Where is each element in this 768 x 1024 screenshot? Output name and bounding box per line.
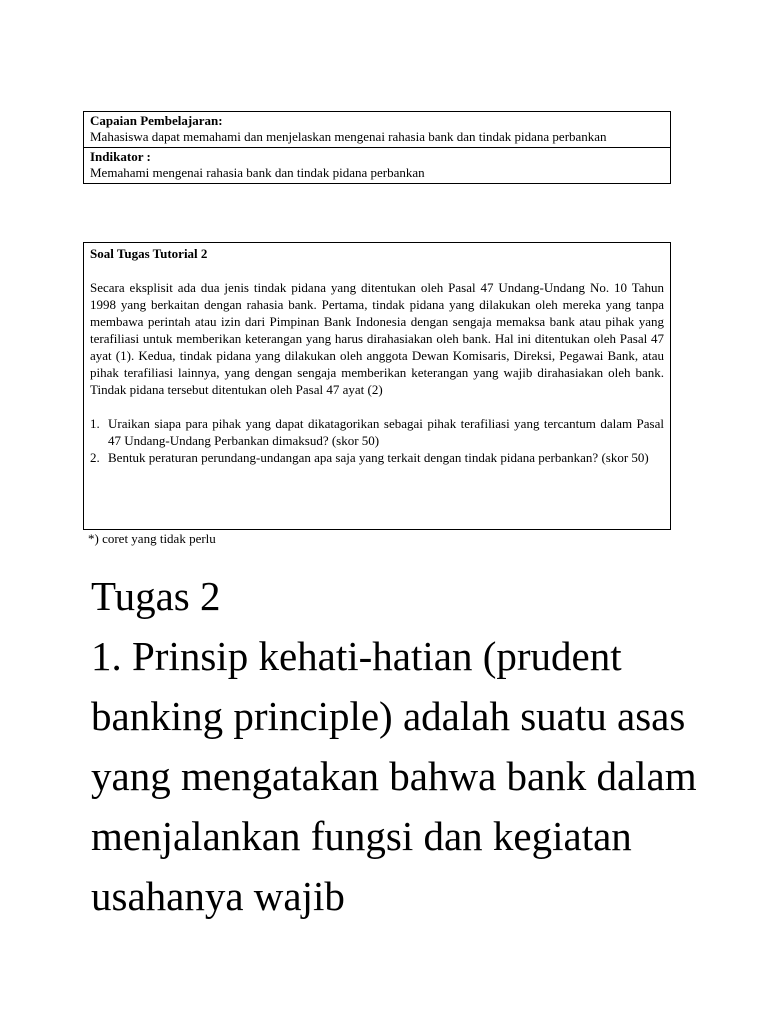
question-text: Uraikan siapa para pihak yang dapat dikatagorikan sebagai pihak terafiliasi yang tercantum dalam Pasal 47 Undang-Undang Perbankan dimaksud? (skor 50) (108, 416, 664, 448)
answer-heading: Tugas 2 (91, 573, 221, 619)
soal-paragraph: Secara eksplisit ada dua jenis tindak pidana yang ditentukan oleh Pasal 47 Undang-Undang No. 10 Tahun 1998 yang berkaitan dengan rahasia bank. Pertama, tindak pidana yang dilakukan oleh mereka yang tanpa membawa perintah atau izin dari Pimpinan Bank Indonesia dengan sengaja memaksa bank atau pihak yang terafiliasi untuk memberikan keterangan yang harus dirahasiakan oleh bank. Hal ini ditentukan oleh Pasal 47 ayat (1). Kedua, tindak pidana yang dilakukan oleh anggota Dewan Komisaris, Direksi, Pegawai Bank, atau pihak terafiliasi lainnya, yang dengan sengaja memberikan keterangan yang wajib dirahasiakan oleh bank. Tindak pidana tersebut ditentukan oleh Pasal 47 ayat (2) (90, 280, 664, 397)
capaian-cell (84, 112, 670, 147)
answer-section (91, 566, 701, 926)
list-item (90, 449, 664, 466)
learning-outcomes-table (83, 111, 671, 184)
answer-text: 1. Prinsip kehati-hatian (prudent banking principle) adalah suatu asas yang mengatakan bahwa bank dalam menjalankan fungsi dan kegiatan usahanya wajib (91, 633, 697, 919)
capaian-label: Capaian Pembelajaran: (90, 113, 223, 128)
indikator-label: Indikator : (90, 149, 151, 164)
footnote: *) coret yang tidak perlu (88, 531, 216, 546)
question-list (90, 415, 664, 466)
question-number: 1. (90, 416, 100, 431)
question-text: Bentuk peraturan perundang-undangan apa saja yang terkait dengan tindak pidana perbankan? (skor 50) (108, 450, 649, 465)
question-number: 2. (90, 450, 100, 465)
list-item (90, 415, 664, 449)
capaian-text: Mahasiswa dapat memahami dan menjelaskan mengenai rahasia bank dan tindak pidana perbankan (90, 129, 607, 144)
indikator-text: Memahami mengenai rahasia bank dan tindak pidana perbankan (90, 165, 425, 180)
soal-tugas-box (83, 242, 671, 530)
soal-title: Soal Tugas Tutorial 2 (90, 246, 208, 261)
indikator-cell (84, 147, 670, 183)
